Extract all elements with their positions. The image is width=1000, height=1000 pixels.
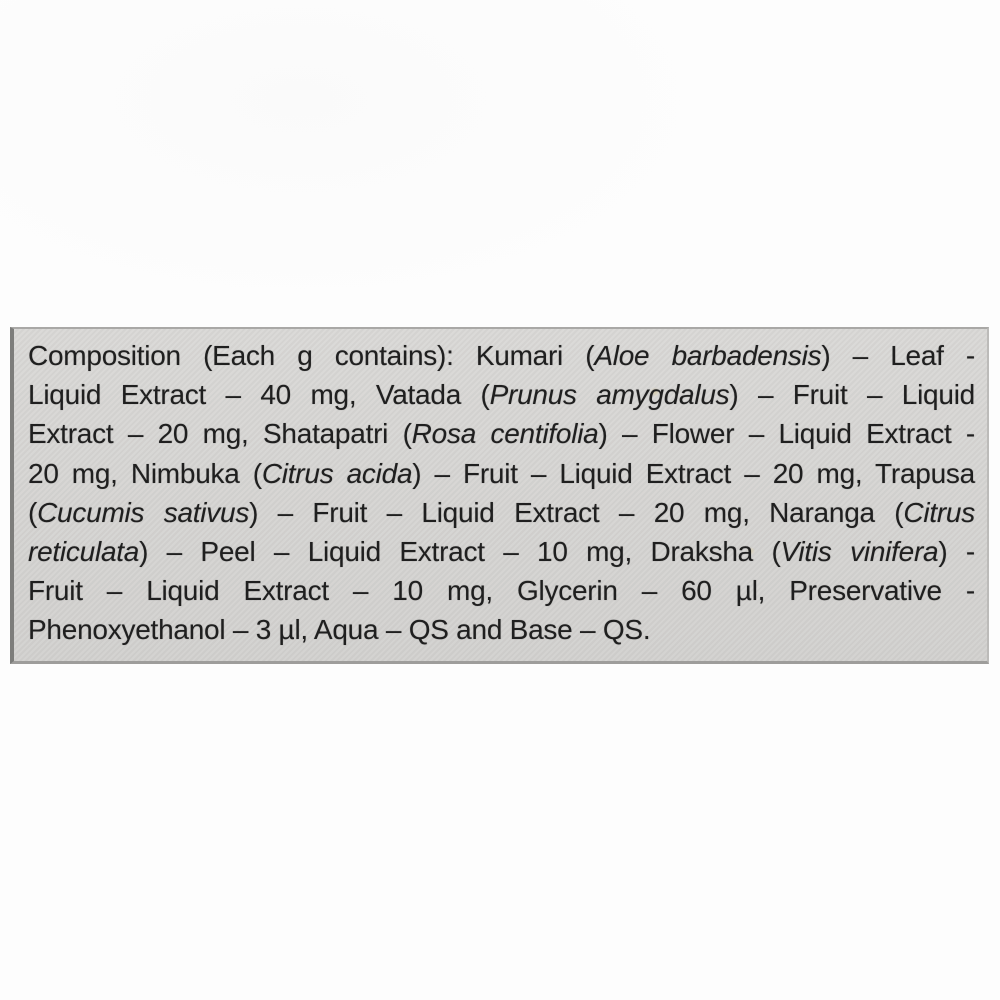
label-line bbox=[28, 532, 975, 571]
label-line bbox=[28, 414, 975, 453]
botanical-name: reticulata bbox=[28, 536, 140, 568]
text-segment: Fruit – Liquid Extract – 10 mg, Glycerin – 60 µl, Preservative - bbox=[28, 575, 975, 607]
botanical-name: Citrus bbox=[903, 496, 975, 528]
text-segment: ) – Flower – Liquid Extract - bbox=[598, 418, 976, 450]
label-line bbox=[28, 454, 975, 493]
composition-label bbox=[10, 327, 989, 664]
label-line bbox=[28, 375, 975, 414]
label-line bbox=[28, 610, 975, 649]
botanical-name: Citrus acida bbox=[261, 457, 413, 489]
label-line bbox=[28, 493, 975, 532]
text-segment: ) – Fruit – Liquid Extract – 20 mg, Trapusa bbox=[412, 457, 975, 489]
label-line bbox=[28, 336, 975, 375]
text-segment: ) – Peel – Liquid Extract – 10 mg, Draksha ( bbox=[139, 536, 781, 568]
botanical-name: Vitis vinifera bbox=[780, 536, 939, 568]
text-segment: Phenoxyethanol – 3 µl, Aqua – QS and Base – QS. bbox=[28, 614, 651, 646]
label-line bbox=[28, 571, 975, 610]
text-segment: ) – Fruit – Liquid Extract – 20 mg, Naranga ( bbox=[249, 496, 904, 528]
botanical-name: Prunus amygdalus bbox=[489, 379, 730, 411]
text-segment: ( bbox=[28, 496, 38, 528]
text-segment: ) – Fruit – Liquid bbox=[729, 379, 975, 411]
botanical-name: Cucumis sativus bbox=[37, 496, 250, 528]
botanical-name: Aloe barbadensis bbox=[594, 340, 822, 371]
text-segment: Liquid Extract – 40 mg, Vatada ( bbox=[28, 379, 490, 411]
text-segment: Composition (Each g contains): Kumari ( bbox=[28, 340, 595, 371]
text-segment: ) - bbox=[938, 536, 975, 568]
botanical-name: Rosa centifolia bbox=[411, 418, 599, 450]
composition-text bbox=[28, 336, 975, 650]
text-segment: Extract – 20 mg, Shatapatri ( bbox=[28, 418, 412, 450]
text-segment: 20 mg, Nimbuka ( bbox=[28, 457, 262, 489]
text-segment: ) – Leaf - bbox=[821, 340, 975, 371]
